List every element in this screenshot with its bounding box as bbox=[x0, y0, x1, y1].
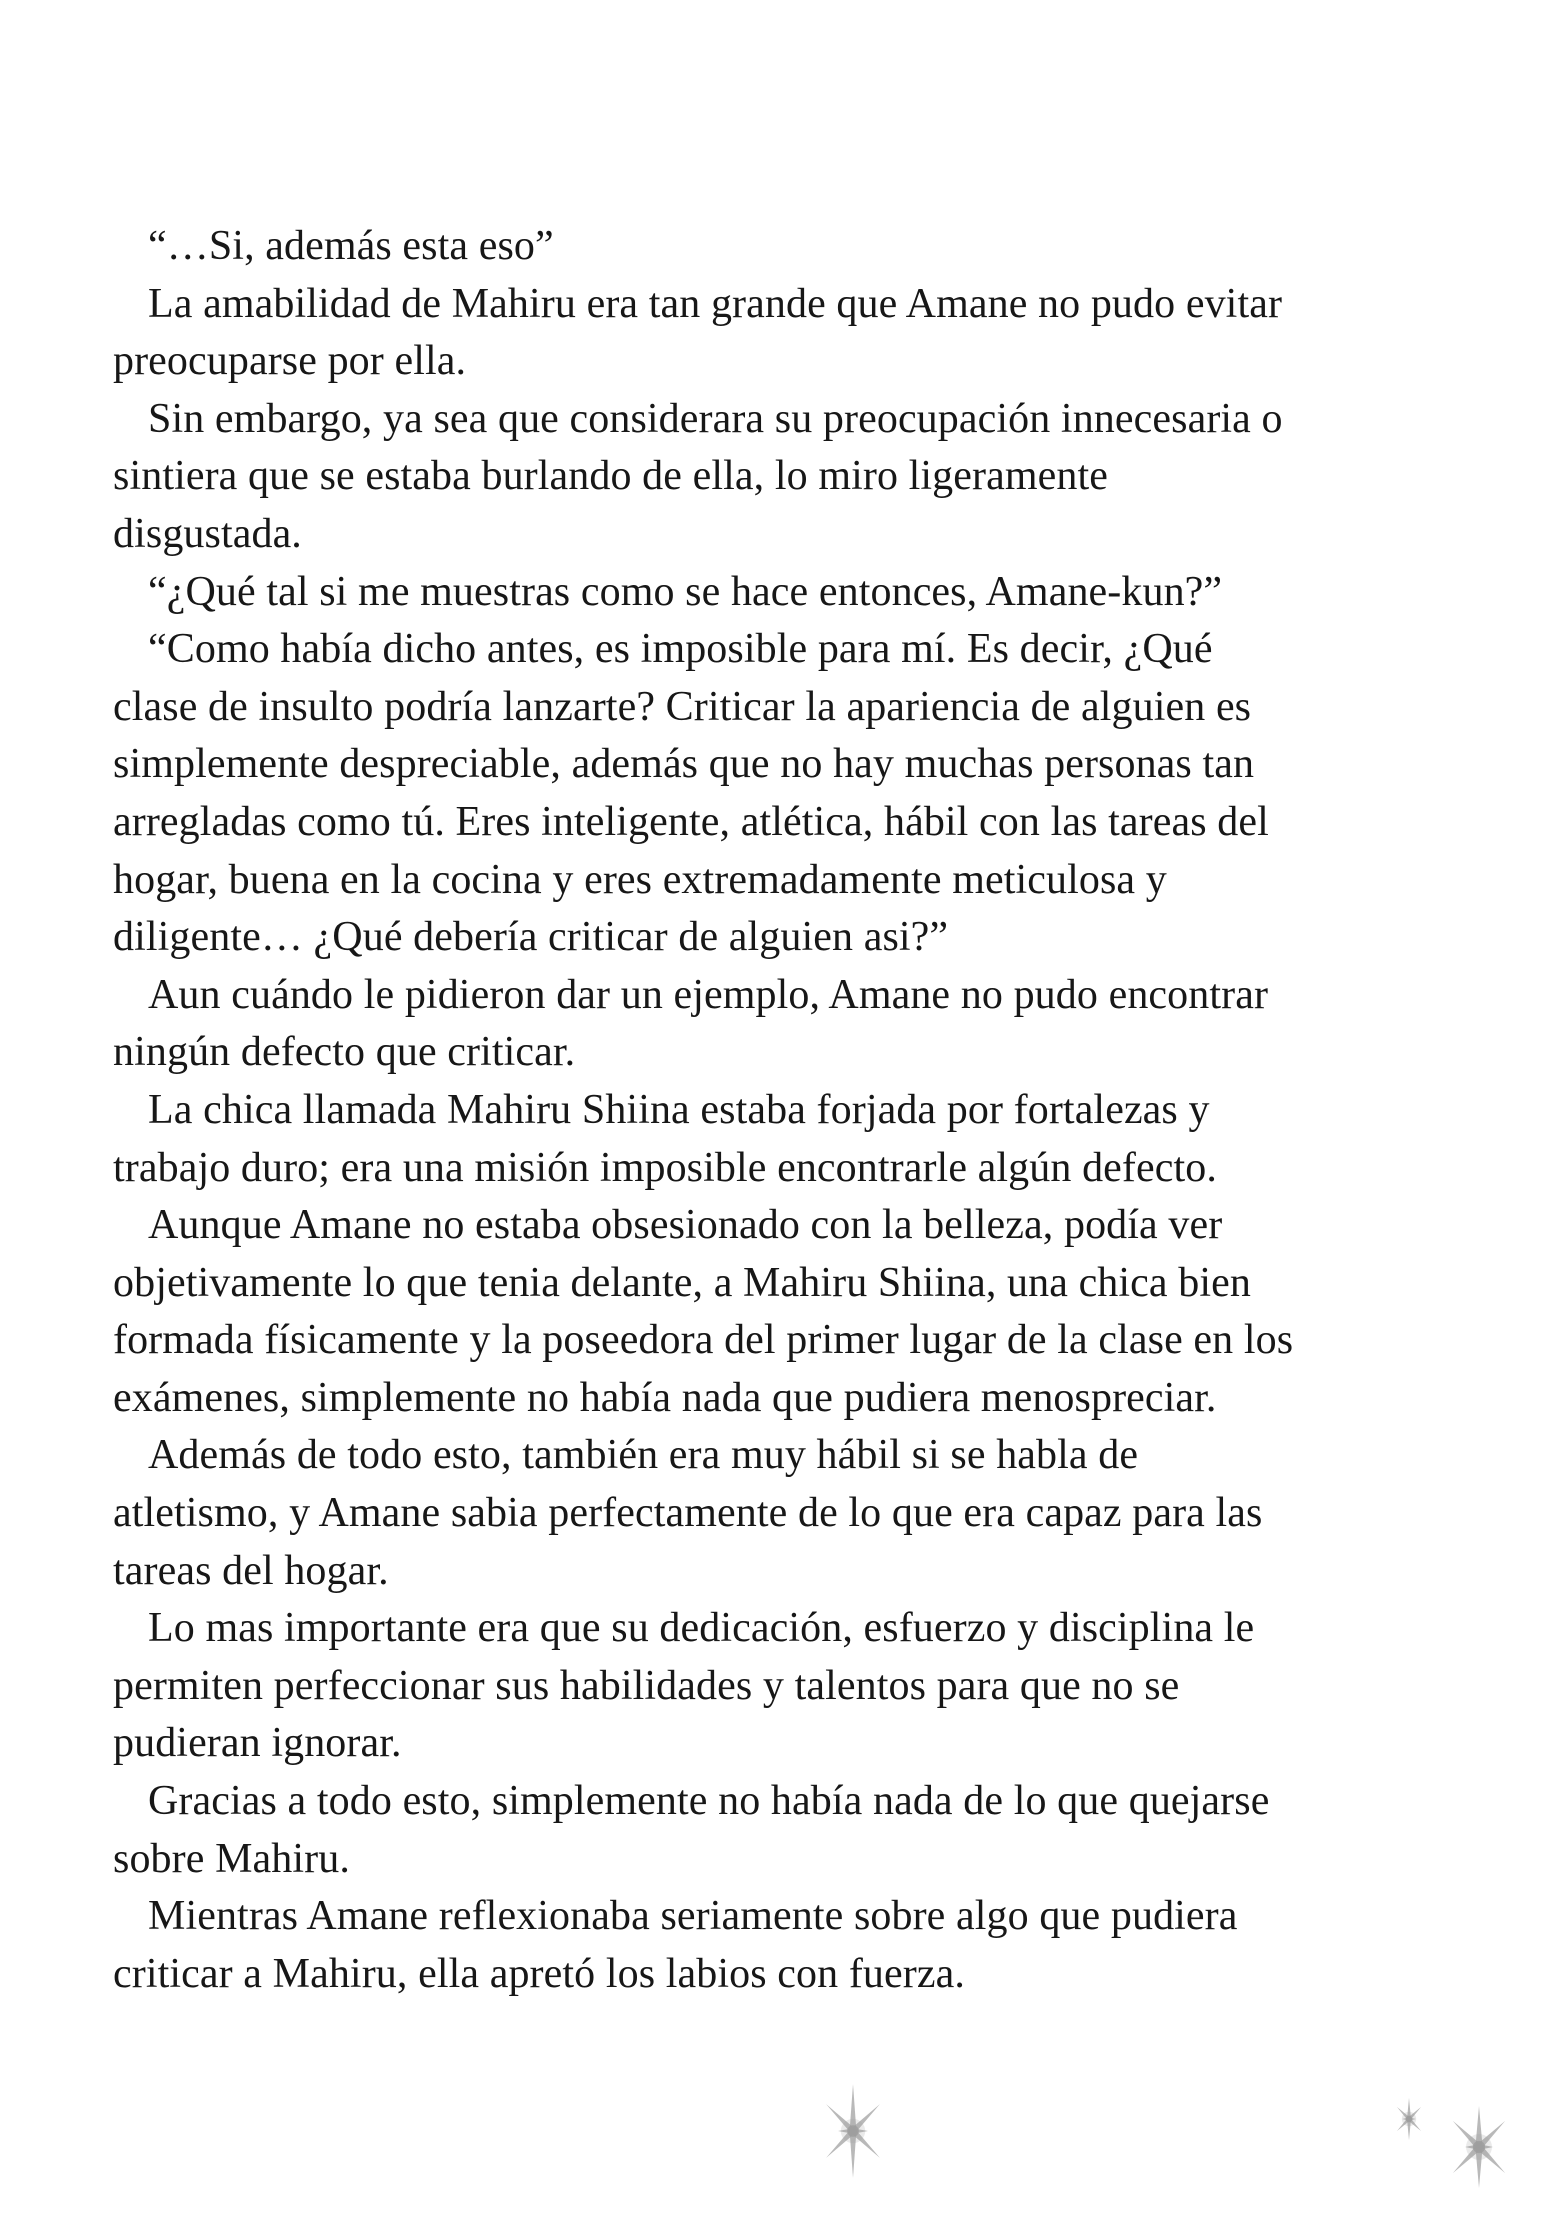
paragraph bbox=[113, 621, 1513, 967]
text-line: diligente… ¿Qué debería criticar de alguien asi?” bbox=[113, 914, 949, 961]
text-line: trabajo duro; era una misión imposible encontrarle algún defecto. bbox=[113, 1144, 1217, 1191]
text-line: Aunque Amane no estaba obsesionado con la belleza, podía ver bbox=[148, 1202, 1223, 1249]
text-line: tareas del hogar. bbox=[113, 1547, 389, 1594]
text-line: “¿Qué tal si me muestras como se hace entonces, Amane-kun?” bbox=[148, 568, 1223, 615]
text-line: Aun cuándo le pidieron dar un ejemplo, Amane no pudo encontrar bbox=[148, 971, 1269, 1018]
sparkle-icon bbox=[1382, 2092, 1436, 2146]
text-line: objetivamente lo que tenia delante, a Mahiru Shiina, una chica bien bbox=[113, 1259, 1251, 1306]
text-line: hogar, buena en la cocina y eres extremadamente meticulosa y bbox=[113, 856, 1167, 903]
text-line: criticar a Mahiru, ella apretó los labios con fuerza. bbox=[113, 1950, 965, 1997]
paragraph bbox=[113, 1888, 1513, 2003]
paragraph bbox=[113, 1600, 1513, 1773]
text-line: ningún defecto que criticar. bbox=[113, 1029, 576, 1076]
text-line: Además de todo esto, también era muy hábil si se habla de bbox=[148, 1432, 1139, 1479]
text-line: “Como había dicho antes, es imposible para mí. Es decir, ¿Qué bbox=[148, 626, 1213, 673]
text-line: sobre Mahiru. bbox=[113, 1835, 350, 1882]
paragraph bbox=[113, 1427, 1513, 1600]
text-line: atletismo, y Amane sabia perfectamente de lo que era capaz para las bbox=[113, 1490, 1263, 1537]
paragraph bbox=[113, 1773, 1513, 1888]
paragraph bbox=[113, 564, 1513, 622]
paragraph bbox=[113, 276, 1513, 391]
paragraph bbox=[113, 1082, 1513, 1197]
paragraph bbox=[113, 967, 1513, 1082]
page-text bbox=[113, 218, 1513, 2003]
text-line: permiten perfeccionar sus habilidades y talentos para que no se bbox=[113, 1662, 1180, 1709]
text-line: simplemente despreciable, además que no hay muchas personas tan bbox=[113, 741, 1255, 788]
text-line: Gracias a todo esto, simplemente no había nada de lo que quejarse bbox=[148, 1778, 1270, 1825]
text-line: exámenes, simplemente no había nada que pudiera menospreciar. bbox=[113, 1374, 1217, 1421]
text-line: “…Si, además esta eso” bbox=[148, 223, 554, 269]
text-line: pudieran ignorar. bbox=[113, 1720, 402, 1767]
text-line: formada físicamente y la poseedora del primer lugar de la clase en los bbox=[113, 1317, 1294, 1364]
text-line: preocuparse por ella. bbox=[113, 338, 467, 385]
text-line: Lo mas importante era que su dedicación, esfuerzo y disciplina le bbox=[148, 1605, 1255, 1652]
text-line: arregladas como tú. Eres inteligente, atlética, hábil con las tareas del bbox=[113, 798, 1269, 845]
paragraph bbox=[113, 218, 1513, 276]
text-line: sintiera que se estaba burlando de ella, lo miro ligeramente bbox=[113, 453, 1108, 500]
paragraph bbox=[113, 391, 1513, 564]
sparkle-icon bbox=[800, 2078, 906, 2184]
text-line: La chica llamada Mahiru Shiina estaba forjada por fortalezas y bbox=[148, 1086, 1210, 1133]
text-line: clase de insulto podría lanzarte? Criticar la apariencia de alguien es bbox=[113, 683, 1252, 730]
sparkle-icon bbox=[1432, 2100, 1526, 2194]
text-line: Mientras Amane reflexionaba seriamente sobre algo que pudiera bbox=[148, 1893, 1238, 1940]
text-line: disgustada. bbox=[113, 510, 302, 557]
text-line: Sin embargo, ya sea que considerara su preocupación innecesaria o bbox=[148, 395, 1283, 442]
text-line: La amabilidad de Mahiru era tan grande que Amane no pudo evitar bbox=[148, 280, 1283, 327]
paragraph bbox=[113, 1197, 1513, 1427]
